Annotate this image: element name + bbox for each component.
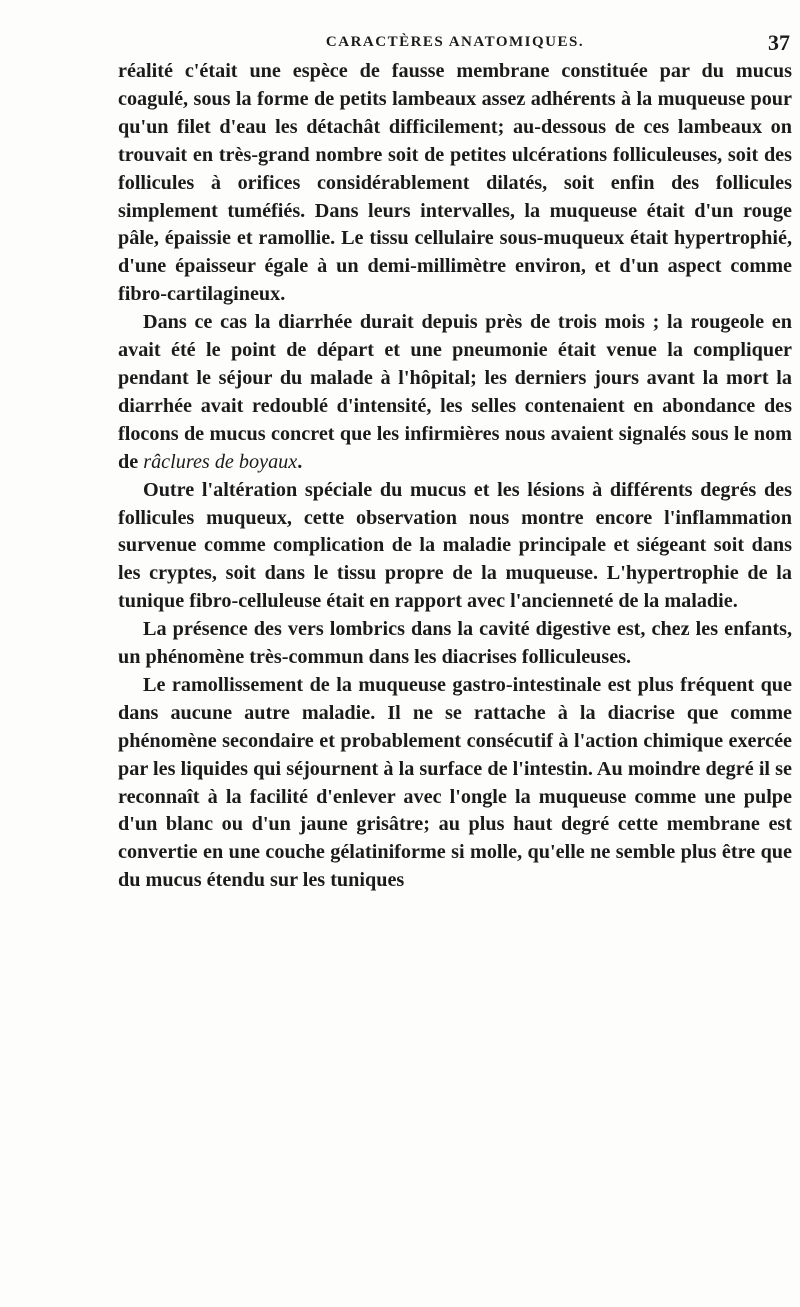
paragraph-4: La présence des vers lombrics dans la cavité digestive est, chez les enfants, un phénomène très-commun dans les diacrises folliculeuses. — [118, 618, 792, 669]
paragraph-2-text: Dans ce cas la diarrhée durait depuis près de trois mois ; la rougeole en avait été le point de départ et une pneumonie était venue la compliquer pendant le séjour du malade à l'hôpital; les derniers jours avant la mort la diarrhée avait redoublé d'intensité, les selles contenaient en abondance des flocons de mucus concret que les infirmières nous avaient signalés sous le nom de — [118, 311, 792, 473]
paragraph-2-italic-term: râclures de boyaux — [143, 450, 298, 473]
page-number: 37 — [768, 30, 790, 55]
paragraph-1: réalité c'était une espèce de fausse membrane constituée par du mucus coagulé, sous la forme de petits lambeaux assez adhérents à la muqueuse pour qu'un filet d'eau les détachât difficilement; au-dessous de ces lambeaux on trouvait en très-grand nombre soit de petites ulcérations folliculeuses, soit des follicules à orifices considérablement dilatés, soit enfin des follicules simplement tuméfiés. Dans leurs intervalles, la muqueuse était d'un rouge pâle, épaissie et ramollie. Le tissu cellulaire sous-muqueux était hypertrophié, d'une épaisseur égale à un demi-millimètre environ, et d'un aspect comme fibro-cartilagineux. — [118, 60, 792, 306]
running-title: CARACTÈRES ANATOMIQUES. — [325, 34, 585, 50]
running-head — [118, 30, 792, 56]
paragraph-5: Le ramollissement de la muqueuse gastro-intestinale est plus fréquent que dans aucune autre maladie. Il ne se rattache à la diacrise que comme phénomène secondaire et probablement consécutif à l'action chimique exercée par les liquides qui séjournent à la surface de l'intestin. Au moindre degré il se reconnaît à la facilité d'enlever avec l'ongle la muqueuse comme une pulpe d'un blanc ou d'un jaune grisâtre; au plus haut degré cette membrane est convertie en une couche gélatiniforme si molle, qu'elle ne semble plus être que du mucus étendu sur les tuniques — [118, 673, 792, 892]
paragraph-2 — [118, 309, 792, 476]
paragraph-3: Outre l'altération spéciale du mucus et les lésions à différents degrés des follicules muqueux, cette observation nous montre encore l'inflammation survenue comme complication de la maladie principale et siégeant soit dans les cryptes, soit dans le tissu propre de la muqueuse. L'hypertrophie de la tunique fibro-celluleuse était en rapport avec l'ancienneté de la maladie. — [118, 478, 792, 613]
paragraph-2-end: . — [297, 450, 303, 473]
body-text — [118, 58, 792, 895]
